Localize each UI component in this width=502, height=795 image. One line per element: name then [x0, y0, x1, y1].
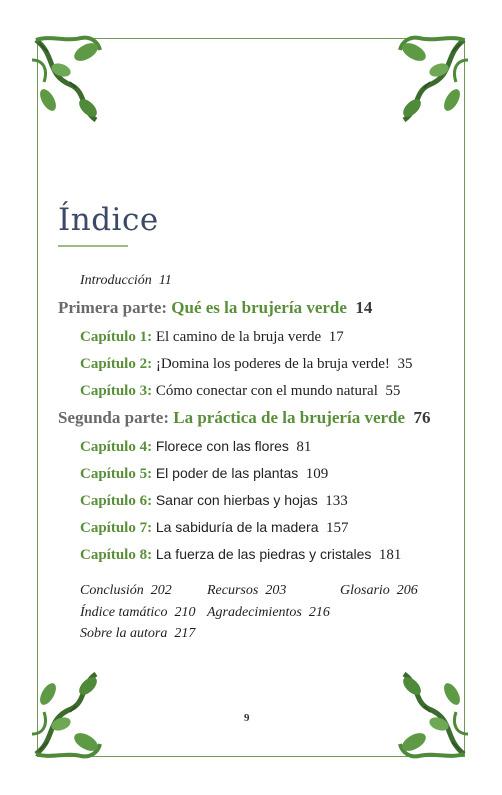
toc-page-number: 76 [413, 408, 431, 427]
vine-ornament-icon [26, 666, 104, 764]
toc-entry-label: Agradecimientos [207, 605, 302, 620]
toc-page-number: 206 [396, 583, 418, 598]
chapter-label: Capítulo 2: [80, 356, 153, 372]
toc-entry-acknowledgements[interactable] [207, 605, 330, 621]
vine-ornament-icon [396, 666, 474, 764]
toc-entry-introduction[interactable] [80, 272, 172, 290]
vine-ornament-icon [26, 30, 104, 128]
chapter-title: La fuerza de las piedras y cristales [155, 546, 372, 562]
toc-page-number: 17 [328, 329, 344, 345]
toc-page-number: 203 [265, 583, 287, 598]
toc-chapter-7[interactable] [80, 518, 349, 537]
toc-entry-label: Sobre la autora [80, 626, 168, 641]
chapter-label: Capítulo 8: [80, 547, 153, 563]
toc-page-number: 133 [325, 493, 348, 509]
toc-page-number: 14 [355, 298, 373, 317]
toc-entry-label: Recursos [207, 583, 259, 598]
toc-page-number: 181 [378, 547, 402, 563]
toc-page-number: 35 [397, 356, 413, 372]
toc-page-number: 217 [174, 626, 196, 641]
chapter-label: Capítulo 5: [80, 466, 153, 482]
part-label: Segunda parte: [58, 408, 169, 427]
chapter-title: ¡Domina los poderes de la bruja verde! [155, 356, 390, 372]
toc-entry-label: Glosario [340, 583, 390, 598]
toc-page-number: 202 [150, 583, 172, 598]
toc-page-number: 81 [296, 439, 312, 455]
toc-chapter-3[interactable] [80, 382, 400, 400]
chapter-title: Florece con las flores [155, 438, 289, 454]
part-name: Qué es la brujería verde [171, 298, 347, 317]
chapter-label: Capítulo 7: [80, 520, 153, 536]
toc-chapter-6[interactable] [80, 491, 348, 510]
toc-entry-index[interactable] [80, 605, 195, 621]
toc-chapter-5[interactable] [80, 464, 328, 483]
toc-entry-resources[interactable] [207, 583, 286, 599]
toc-page-number: 55 [385, 383, 401, 399]
toc-entry-label: Índice tamático [80, 605, 168, 620]
toc-entry-glossary[interactable] [340, 583, 418, 599]
toc-page-number: 210 [174, 605, 196, 620]
toc-part-2[interactable] [58, 409, 431, 427]
part-name: La práctica de la brujería verde [173, 408, 406, 427]
toc-page-number: 157 [326, 520, 349, 536]
toc-chapter-2[interactable] [80, 355, 412, 373]
chapter-label: Capítulo 6: [80, 493, 153, 509]
toc-page-number: 109 [305, 466, 329, 482]
page-number: 9 [244, 712, 250, 724]
toc-page-number: 216 [308, 605, 330, 620]
toc-entry-label: Introducción [80, 273, 152, 288]
part-label: Primera parte: [58, 298, 168, 317]
toc-chapter-8[interactable] [80, 545, 401, 564]
chapter-label: Capítulo 4: [80, 439, 153, 455]
toc-entry-label: Conclusión [80, 583, 144, 598]
chapter-title: El camino de la bruja verde [155, 329, 322, 345]
title-underline [58, 245, 128, 247]
toc-page-number: 11 [158, 273, 172, 288]
chapter-title: Sanar con hierbas y hojas [155, 492, 318, 508]
toc-chapter-4[interactable] [80, 437, 311, 456]
chapter-title: La sabiduría de la madera [155, 519, 319, 535]
toc-entry-conclusion[interactable] [80, 583, 172, 599]
page-title: Índice [58, 202, 159, 238]
chapter-label: Capítulo 3: [80, 383, 153, 399]
chapter-title: El poder de las plantas [155, 465, 299, 481]
vine-ornament-icon [396, 30, 474, 128]
toc-part-1[interactable] [58, 299, 372, 317]
chapter-label: Capítulo 1: [80, 329, 153, 345]
toc-chapter-1[interactable] [80, 328, 344, 346]
toc-entry-about-author[interactable] [80, 626, 195, 642]
chapter-title: Cómo conectar con el mundo natural [155, 383, 378, 399]
